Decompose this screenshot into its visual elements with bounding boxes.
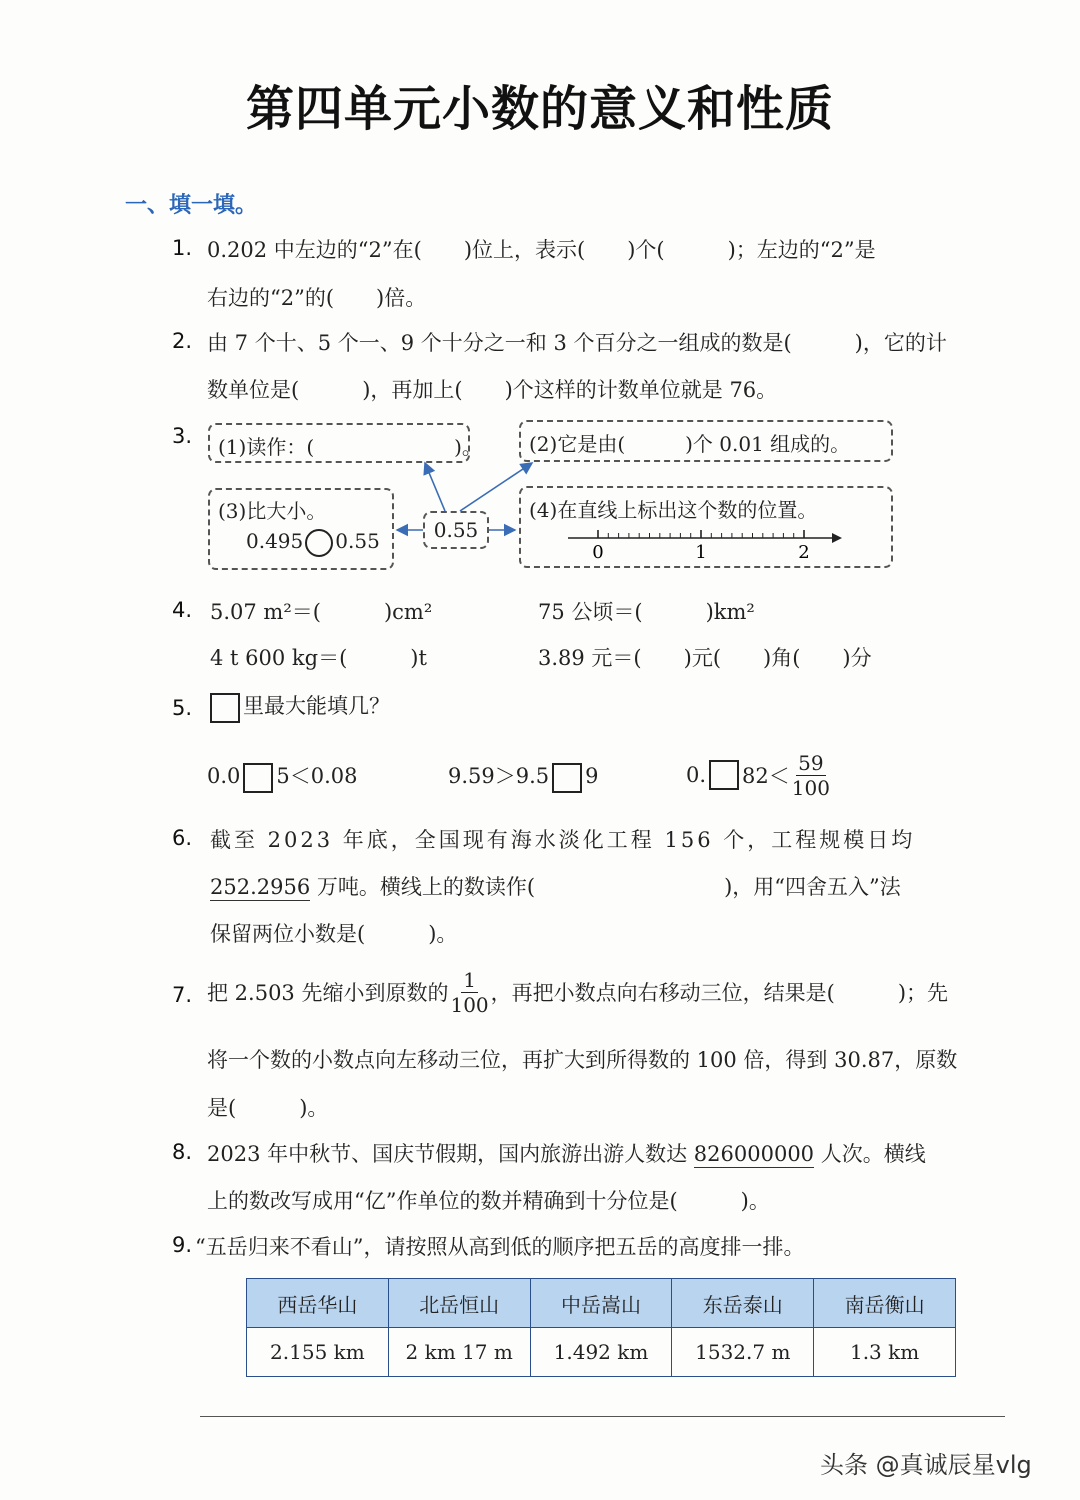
question-1-line-2: 右边的“2”的( )倍。 bbox=[207, 286, 427, 310]
q3-number-line bbox=[560, 520, 850, 566]
question-6-line-2 bbox=[210, 871, 901, 901]
mountain-heights-table bbox=[246, 1278, 956, 1377]
question-7-line-1 bbox=[207, 962, 948, 1022]
table-row bbox=[247, 1328, 956, 1377]
question-8-line-1 bbox=[207, 1138, 926, 1168]
table-cell: 2 km 17 m bbox=[388, 1328, 530, 1377]
q6-underlined-number: 252.2956 bbox=[210, 875, 311, 899]
q7-line-1-pre: 把 2.503 先缩小到原数的 bbox=[207, 981, 449, 1005]
question-1-number: 1. bbox=[172, 236, 193, 260]
table-cell: 1.492 km bbox=[530, 1328, 672, 1377]
question-8-line-2: 上的数改写成用“亿”作单位的数并精确到十分位是( )。 bbox=[207, 1189, 770, 1213]
q5-c-suffix: 82＜ bbox=[742, 764, 790, 788]
q5-b-suffix: 9 bbox=[585, 764, 599, 788]
page-title: 第四单元小数的意义和性质 bbox=[245, 81, 834, 137]
question-5-prompt-line bbox=[207, 690, 390, 723]
question-7-line-3: 是( )。 bbox=[207, 1096, 329, 1120]
q8-underlined-number: 826000000 bbox=[693, 1142, 815, 1166]
table-cell: 1.3 km bbox=[814, 1328, 956, 1377]
table-header-cell: 东岳泰山 bbox=[672, 1279, 814, 1328]
question-3-number: 3. bbox=[172, 424, 193, 448]
table-header-cell: 西岳华山 bbox=[247, 1279, 389, 1328]
question-2-line-2: 数单位是( )，再加上( )个这样的计数单位就是 76。 bbox=[207, 378, 778, 402]
q5-c-prefix: 0. bbox=[686, 763, 707, 787]
table-cell: 2.155 km bbox=[247, 1328, 389, 1377]
table-header-cell: 北岳恒山 bbox=[388, 1279, 530, 1328]
question-4-a: 5.07 m²＝( )cm² bbox=[210, 600, 433, 624]
q3-part-2-text: (2)它是由( )个 0.01 组成的。 bbox=[529, 432, 851, 456]
question-5-prompt: 里最大能填几？ bbox=[243, 694, 390, 718]
question-5-item-c bbox=[686, 745, 832, 805]
answer-box bbox=[210, 693, 240, 723]
q3-part-4-text: (4)在直线上标出这个数的位置。 bbox=[529, 498, 818, 522]
fraction-denominator: 100 bbox=[791, 775, 830, 800]
question-8-number: 8. bbox=[172, 1140, 193, 1164]
q8-line-1-post: 人次。横线 bbox=[814, 1142, 926, 1166]
table-header-row bbox=[247, 1279, 956, 1328]
question-1-line-1: 0.202 中左边的“2”在( )位上，表示( )个( )；左边的“2”是 bbox=[207, 238, 876, 262]
q3-compare-left: 0.495 bbox=[246, 529, 304, 553]
question-5-item-b bbox=[448, 760, 599, 793]
table-header-cell: 南岳衡山 bbox=[814, 1279, 956, 1328]
q6-line-2-rest: 万吨。横线上的数读作( )，用“四舍五入”法 bbox=[310, 875, 901, 899]
question-6-number: 6. bbox=[172, 826, 193, 850]
answer-box bbox=[709, 760, 739, 790]
question-5-number: 5. bbox=[172, 696, 193, 720]
q5-b-prefix: 9.59＞9.5 bbox=[448, 764, 550, 788]
table-cell: 1532.7 m bbox=[672, 1328, 814, 1377]
question-7-line-2: 将一个数的小数点向左移动三位，再扩大到所得数的 100 倍，得到 30.87，原数 bbox=[207, 1048, 958, 1072]
question-4-number: 4. bbox=[172, 598, 193, 622]
axis-tick-label: 2 bbox=[798, 542, 810, 563]
question-6-line-1: 截至 2023 年底，全国现有海水淡化工程 156 个，工程规模日均 bbox=[210, 828, 916, 852]
question-6-line-3: 保留两位小数是( )。 bbox=[210, 922, 458, 946]
question-4-b: 75 公顷＝( )km² bbox=[538, 600, 755, 624]
answer-box bbox=[552, 763, 582, 793]
axis-tick-label: 1 bbox=[695, 542, 707, 563]
question-9-text: “五岳归来不看山”，请按照从高到低的顺序把五岳的高度排一排。 bbox=[195, 1235, 805, 1259]
q3-part-3-title: (3)比大小。 bbox=[218, 499, 327, 523]
fraction-numerator: 59 bbox=[798, 750, 824, 775]
footer-divider bbox=[200, 1416, 1005, 1417]
question-5-item-a bbox=[207, 760, 358, 793]
question-4-d: 3.89 元＝( )元( )角( )分 bbox=[538, 646, 872, 670]
q5-a-suffix: 5＜0.08 bbox=[276, 764, 358, 788]
question-9-number: 9. bbox=[172, 1233, 193, 1257]
question-7-number: 7. bbox=[172, 983, 193, 1007]
question-2-line-1: 由 7 个十、5 个一、9 个十分之一和 3 个百分之一组成的数是( )，它的计 bbox=[207, 331, 947, 355]
question-2-number: 2. bbox=[172, 329, 193, 353]
q7-fraction bbox=[450, 968, 488, 1017]
q5-a-prefix: 0.0 bbox=[207, 764, 241, 788]
question-4-c: 4 t 600 kg＝( )t bbox=[210, 646, 427, 670]
q3-part-1-text: (1)读作：( )。 bbox=[218, 435, 482, 459]
answer-box bbox=[243, 763, 273, 793]
q5-c-fraction bbox=[792, 751, 830, 800]
fraction-denominator: 100 bbox=[450, 992, 489, 1017]
section-heading: 一、填一填。 bbox=[125, 193, 258, 218]
q8-line-1-pre: 2023 年中秋节、国庆节假期，国内旅游出游人数达 bbox=[207, 1142, 694, 1166]
q3-center-number: 0.55 bbox=[433, 518, 479, 542]
fraction-numerator: 1 bbox=[463, 967, 476, 992]
table-header-cell: 中岳嵩山 bbox=[530, 1279, 672, 1328]
watermark: 头条 @真诚辰星vlg bbox=[820, 1451, 1032, 1479]
axis-tick-label: 0 bbox=[592, 542, 604, 563]
q7-line-1-post: ，再把小数点向右移动三位，结果是( )；先 bbox=[490, 981, 949, 1005]
q3-compare-right: 0.55 bbox=[335, 529, 380, 553]
